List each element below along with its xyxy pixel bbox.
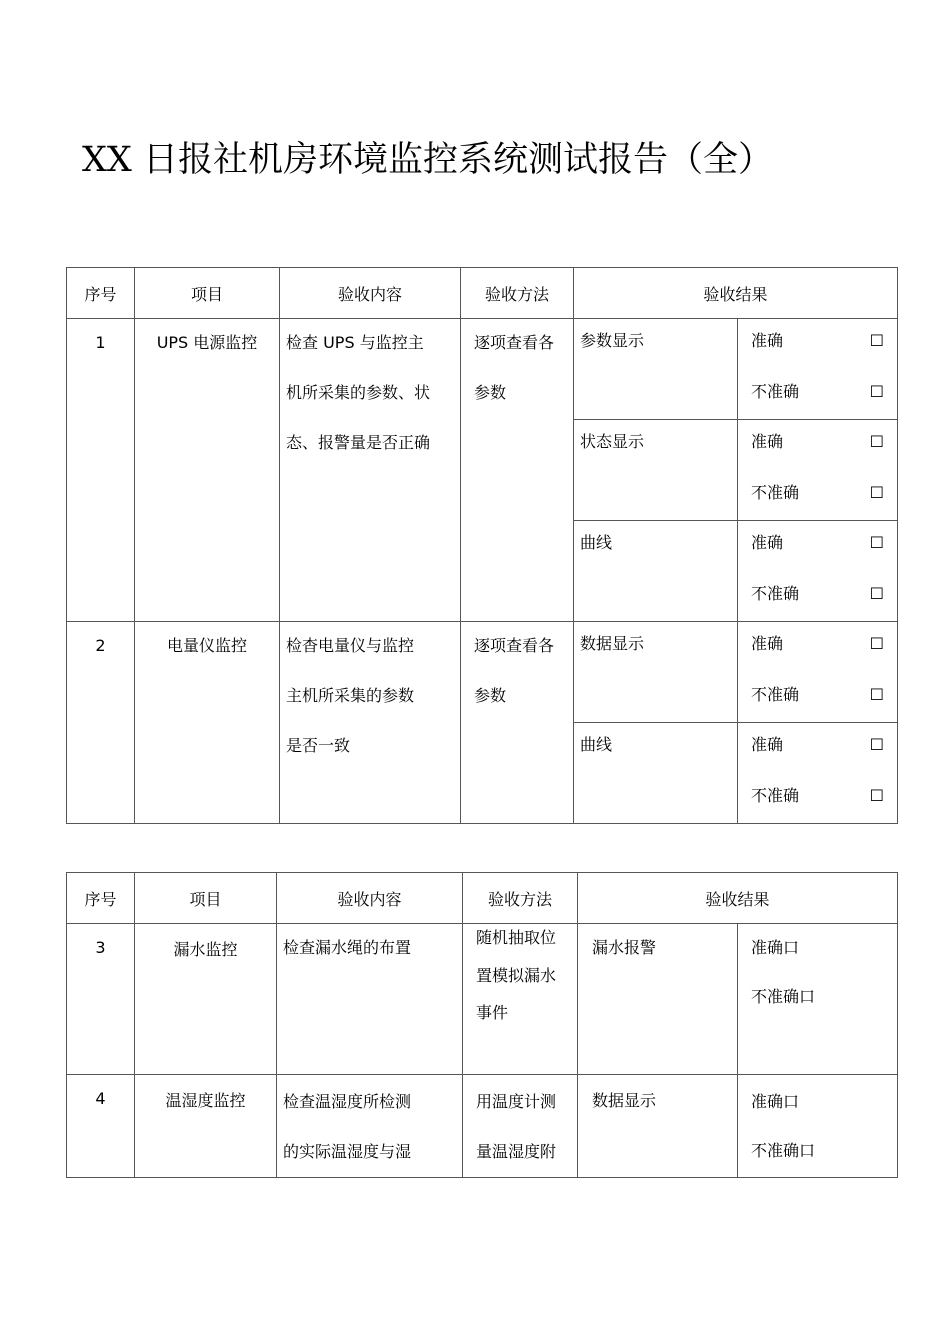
row-content: 检查温湿度所检测 的实际温湿度与湿 bbox=[277, 1075, 463, 1178]
row-item: 漏水监控 bbox=[135, 924, 277, 1075]
result-label: 数据显示 bbox=[574, 622, 738, 723]
result-label: 漏水报警 bbox=[578, 924, 738, 1075]
result-options: 准确 ☐ 不准确 ☐ bbox=[738, 420, 898, 521]
row-method: 逐项查看各 参数 bbox=[461, 319, 574, 622]
header-no: 序号 bbox=[67, 873, 135, 924]
row-no: 2 bbox=[67, 622, 135, 824]
header-content: 验收内容 bbox=[277, 873, 463, 924]
result-label: 曲线 bbox=[574, 723, 738, 824]
result-options: 准确 ☐ 不准确 ☐ bbox=[738, 319, 898, 420]
checkbox-icon[interactable]: ☐ bbox=[869, 584, 884, 603]
header-row bbox=[67, 268, 898, 319]
header-method: 验收方法 bbox=[463, 873, 578, 924]
header-content: 验收内容 bbox=[280, 268, 461, 319]
result-label: 数据显示 bbox=[578, 1075, 738, 1178]
mark-icon[interactable]: 口 bbox=[783, 1092, 800, 1111]
result-label: 状态显示 bbox=[574, 420, 738, 521]
header-item: 项目 bbox=[135, 268, 280, 319]
checkbox-icon[interactable]: ☐ bbox=[869, 483, 884, 502]
header-result: 验收结果 bbox=[574, 268, 898, 319]
mark-icon[interactable]: 口 bbox=[799, 1141, 816, 1160]
test-table-1 bbox=[66, 267, 898, 824]
result-options: 准确 口 不准确 口 bbox=[738, 924, 898, 1075]
result-options: 准确 ☐ 不准确 ☐ bbox=[738, 521, 898, 622]
checkbox-icon[interactable]: ☐ bbox=[869, 382, 884, 401]
header-row bbox=[67, 873, 898, 924]
mark-icon[interactable]: 口 bbox=[783, 938, 800, 957]
row-content: 检杳电量仪与监控 主机所采集的参数 是否一致 bbox=[280, 622, 461, 824]
checkbox-icon[interactable]: ☐ bbox=[869, 735, 884, 754]
checkbox-icon[interactable]: ☐ bbox=[869, 432, 884, 451]
header-result: 验收结果 bbox=[578, 873, 898, 924]
table-row bbox=[67, 319, 898, 420]
row-item: 温湿度监控 bbox=[135, 1075, 277, 1178]
checkbox-icon[interactable]: ☐ bbox=[869, 634, 884, 653]
table-row bbox=[67, 924, 898, 1075]
result-options: 准确 ☐ 不准确 ☐ bbox=[738, 723, 898, 824]
checkbox-icon[interactable]: ☐ bbox=[869, 331, 884, 350]
result-options: 准确 ☐ 不准确 ☐ bbox=[738, 622, 898, 723]
row-no: 1 bbox=[67, 319, 135, 622]
page-title: XX 日报社机房环境监控系统测试报告（全） bbox=[82, 140, 773, 180]
row-item: UPS 电源监控 bbox=[135, 319, 280, 622]
checkbox-icon[interactable]: ☐ bbox=[869, 786, 884, 805]
header-no: 序号 bbox=[67, 268, 135, 319]
test-table-2 bbox=[66, 872, 898, 1178]
result-label: 曲线 bbox=[574, 521, 738, 622]
result-options: 准确 口 不准确 口 bbox=[738, 1075, 898, 1178]
row-content: 检查 UPS 与监控主 机所采集的参数、状 态、报警量是否正确 bbox=[280, 319, 461, 622]
header-item: 项目 bbox=[135, 873, 277, 924]
table-row bbox=[67, 1075, 898, 1178]
checkbox-icon[interactable]: ☐ bbox=[869, 685, 884, 704]
row-item: 电量仪监控 bbox=[135, 622, 280, 824]
row-method: 用温度计测 量温湿度附 bbox=[463, 1075, 578, 1178]
row-no: 3 bbox=[67, 924, 135, 1075]
table-row bbox=[67, 622, 898, 723]
row-method: 随机抽取位 置模拟漏水 事件 bbox=[463, 924, 578, 1075]
checkbox-icon[interactable]: ☐ bbox=[869, 533, 884, 552]
row-method: 逐项查看各 参数 bbox=[461, 622, 574, 824]
mark-icon[interactable]: 口 bbox=[799, 987, 816, 1006]
row-no: 4 bbox=[67, 1075, 135, 1178]
header-method: 验收方法 bbox=[461, 268, 574, 319]
row-content: 检查漏水绳的布置 bbox=[277, 924, 463, 1075]
result-label: 参数显示 bbox=[574, 319, 738, 420]
